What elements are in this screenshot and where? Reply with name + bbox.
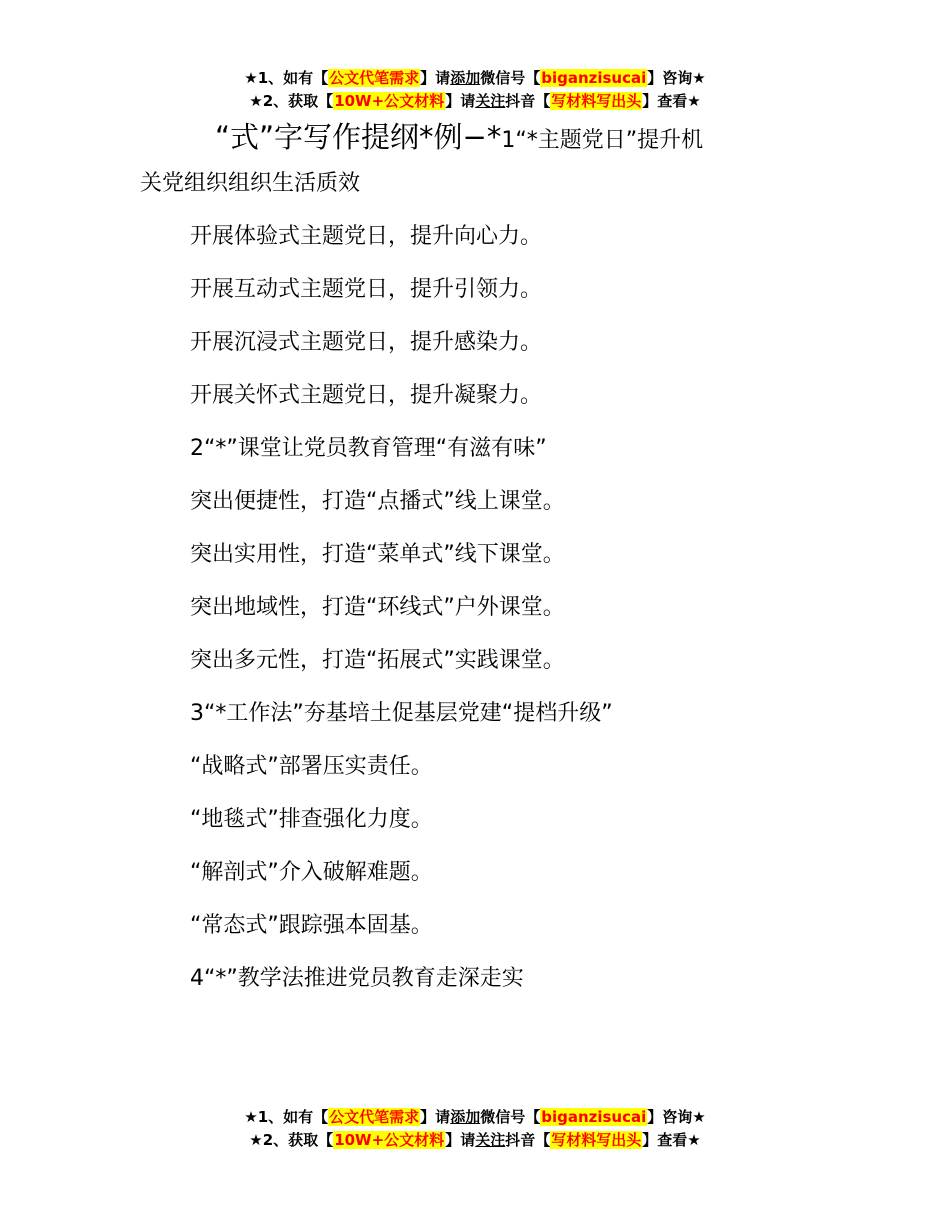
- highlight-materials: 10W+公文材料: [334, 92, 445, 110]
- highlight-douyin: 写材料写出头: [551, 1131, 642, 1149]
- title-line-1: [140, 114, 830, 164]
- banner-text: 】查看★: [642, 1131, 701, 1149]
- title-line-2: 关党组织组织生活质效: [140, 171, 361, 196]
- banner-text: 】请: [445, 1131, 476, 1149]
- section-heading: 3“*工作法”夯基培土促基层党建“提档升级”: [190, 701, 613, 726]
- body-line: “战略式”部署压实责任。: [190, 754, 433, 779]
- footer-banner: [0, 1106, 950, 1152]
- banner-text: 抖音【: [505, 92, 551, 110]
- title-main: “式”字写作提纲*例−*: [215, 120, 502, 154]
- header-banner: [0, 67, 950, 113]
- banner-line-1: [0, 67, 950, 90]
- banner-text-underlined: 关注: [475, 1131, 506, 1149]
- body-line: 开展体验式主题党日，提升向心力。: [190, 224, 543, 249]
- banner-text-underlined: 添加: [450, 69, 481, 87]
- section-heading: 4“*”教学法推进党员教育走深走实: [190, 966, 524, 991]
- banner-text: ★2、获取【: [249, 92, 334, 110]
- body-line: “解剖式”介入破解难题。: [190, 860, 433, 885]
- highlight-service: 公文代笔需求: [329, 1108, 420, 1126]
- banner-text: 】查看★: [642, 92, 701, 110]
- banner-text: ★1、如有【: [244, 1108, 329, 1126]
- highlight-wechat-id: biganzisucai: [541, 1108, 647, 1126]
- highlight-wechat-id: biganzisucai: [541, 69, 647, 87]
- document-body: [190, 210, 890, 1005]
- banner-text: 微信号【: [480, 69, 541, 87]
- highlight-materials: 10W+公文材料: [334, 1131, 445, 1149]
- banner-line-2: [0, 1129, 950, 1152]
- banner-text: 】咨询★: [647, 69, 706, 87]
- body-line: 突出便捷性，打造“点播式”线上课堂。: [190, 489, 565, 514]
- banner-text: ★2、获取【: [249, 1131, 334, 1149]
- banner-text: 微信号【: [480, 1108, 541, 1126]
- body-line: 开展关怀式主题党日，提升凝聚力。: [190, 383, 543, 408]
- body-line: “地毯式”排查强化力度。: [190, 807, 433, 832]
- banner-text-underlined: 关注: [475, 92, 506, 110]
- highlight-douyin: 写材料写出头: [551, 92, 642, 110]
- banner-text-underlined: 添加: [450, 1108, 481, 1126]
- banner-text: 】请: [420, 1108, 451, 1126]
- highlight-service: 公文代笔需求: [329, 69, 420, 87]
- body-line: 开展互动式主题党日，提升引领力。: [190, 277, 543, 302]
- body-line: 突出地域性，打造“环线式”户外课堂。: [190, 595, 565, 620]
- document-title: [140, 114, 830, 204]
- banner-text: 抖音【: [505, 1131, 551, 1149]
- title-subheading: 1“*主题党日”提升机: [501, 128, 704, 153]
- section-heading: 2“*”课堂让党员教育管理“有滋有味”: [190, 436, 547, 461]
- banner-line-2: [0, 90, 950, 113]
- body-line: “常态式”跟踪强本固基。: [190, 913, 433, 938]
- banner-text: 】请: [420, 69, 451, 87]
- body-line: 突出实用性，打造“菜单式”线下课堂。: [190, 542, 565, 567]
- body-line: 开展沉浸式主题党日，提升感染力。: [190, 330, 543, 355]
- banner-line-1: [0, 1106, 950, 1129]
- body-line: 突出多元性，打造“拓展式”实践课堂。: [190, 648, 565, 673]
- banner-text: 】咨询★: [647, 1108, 706, 1126]
- banner-text: ★1、如有【: [244, 69, 329, 87]
- banner-text: 】请: [445, 92, 476, 110]
